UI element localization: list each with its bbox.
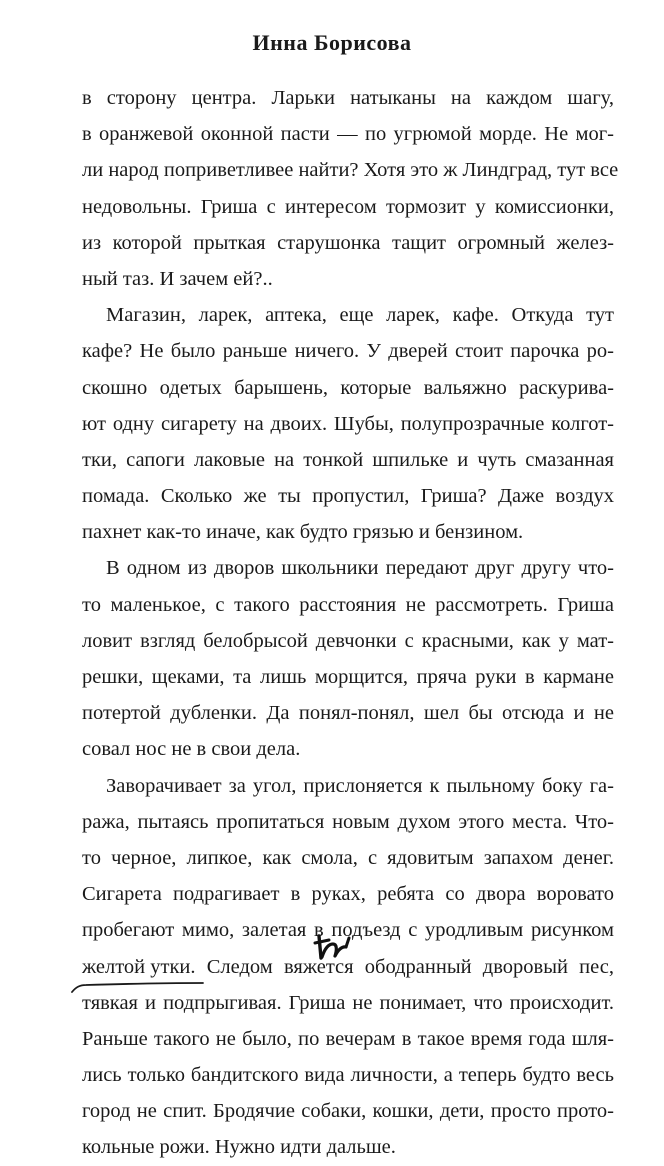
text-line: в оранжевой оконной пасти — по угрюмой морде. Не мог- bbox=[82, 123, 614, 146]
text-line: тявкая и подпрыгивая. Гриша не понимает, что происходит. bbox=[82, 991, 614, 1014]
handwritten-page-number-icon bbox=[313, 932, 353, 962]
handwritten-underline-icon bbox=[70, 978, 206, 994]
text-line: помада. Сколько же ты пропустил, Гриша? Даже воздух bbox=[82, 485, 614, 508]
underlined-phrase bbox=[82, 949, 196, 985]
text-line: то маленькое, с такого расстояния не рассмотреть. Гриша bbox=[82, 593, 614, 616]
text-line: Раньше такого не было, по вечерам в такое время года шля- bbox=[82, 1027, 614, 1050]
text-line: ный таз. И зачем ей?.. bbox=[82, 267, 273, 290]
text-line: из которой прыткая старушонка тащит огромный желез- bbox=[82, 231, 614, 254]
text-line: совал нос не в свои дела. bbox=[82, 738, 301, 761]
underlined-text: желтой утки. bbox=[82, 955, 196, 978]
text-line: кафе? Не было раньше ничего. У дверей стоит парочка ро- bbox=[82, 340, 614, 363]
line-rest-text: Следом вяжется ободранный дворовый пес, bbox=[195, 955, 614, 978]
text-line: ража, пытаясь пропитаться новым духом этого места. Что- bbox=[82, 810, 614, 833]
text-line: тки, сапоги лаковые на тонкой шпильке и чуть смазанная bbox=[82, 448, 614, 471]
text-line: ли народ поприветливее найти? Хотя это ж Линдград, тут все bbox=[82, 159, 619, 182]
text-line: ловит взгляд белобрысой девчонки с красными, как у мат- bbox=[82, 629, 614, 652]
text-line: кольные рожи. Нужно идти дальше. bbox=[82, 1136, 396, 1159]
text-line: Сигарета подрагивает в руках, ребята со двора воровато bbox=[82, 883, 614, 906]
running-title: Инна Борисова bbox=[252, 30, 412, 55]
text-line: Заворачивает за угол, прислоняется к пыльному боку га- bbox=[106, 774, 614, 797]
text-line: пахнет как-то иначе, как будто грязью и бензином. bbox=[82, 521, 524, 544]
text-line: решки, щеками, та лишь морщится, пряча руки в кармане bbox=[82, 666, 614, 688]
text-line: город не спит. Бродячие собаки, кошки, дети, просто прото- bbox=[82, 1100, 614, 1123]
text-line: ют одну сигарету на двоих. Шубы, полупрозрачные колгот- bbox=[82, 412, 614, 435]
body-text bbox=[82, 80, 619, 1166]
text-line: в сторону центра. Ларьки натыканы на каждом шагу, bbox=[82, 87, 614, 109]
text-line: пробегают мимо, залетая в подъезд с уродливым рисунком bbox=[82, 919, 614, 942]
text-line: лись только бандитского вида личности, а теперь будто весь bbox=[82, 1064, 614, 1087]
text-line: потертой дубленки. Да понял-понял, шел бы отсюда и не bbox=[82, 702, 614, 725]
text-line: то черное, липкое, как смола, с ядовитым запахом денег. bbox=[82, 846, 614, 869]
text-line: Магазин, ларек, аптека, еще ларек, кафе. Откуда тут bbox=[106, 304, 614, 327]
text-line: скошно одетых барышень, которые вальяжно раскурива- bbox=[82, 376, 614, 399]
text-line: недовольны. Гриша с интересом тормозит у комиссионки, bbox=[82, 195, 614, 218]
text-line: В одном из дворов школьники передают друг другу что- bbox=[106, 557, 614, 580]
